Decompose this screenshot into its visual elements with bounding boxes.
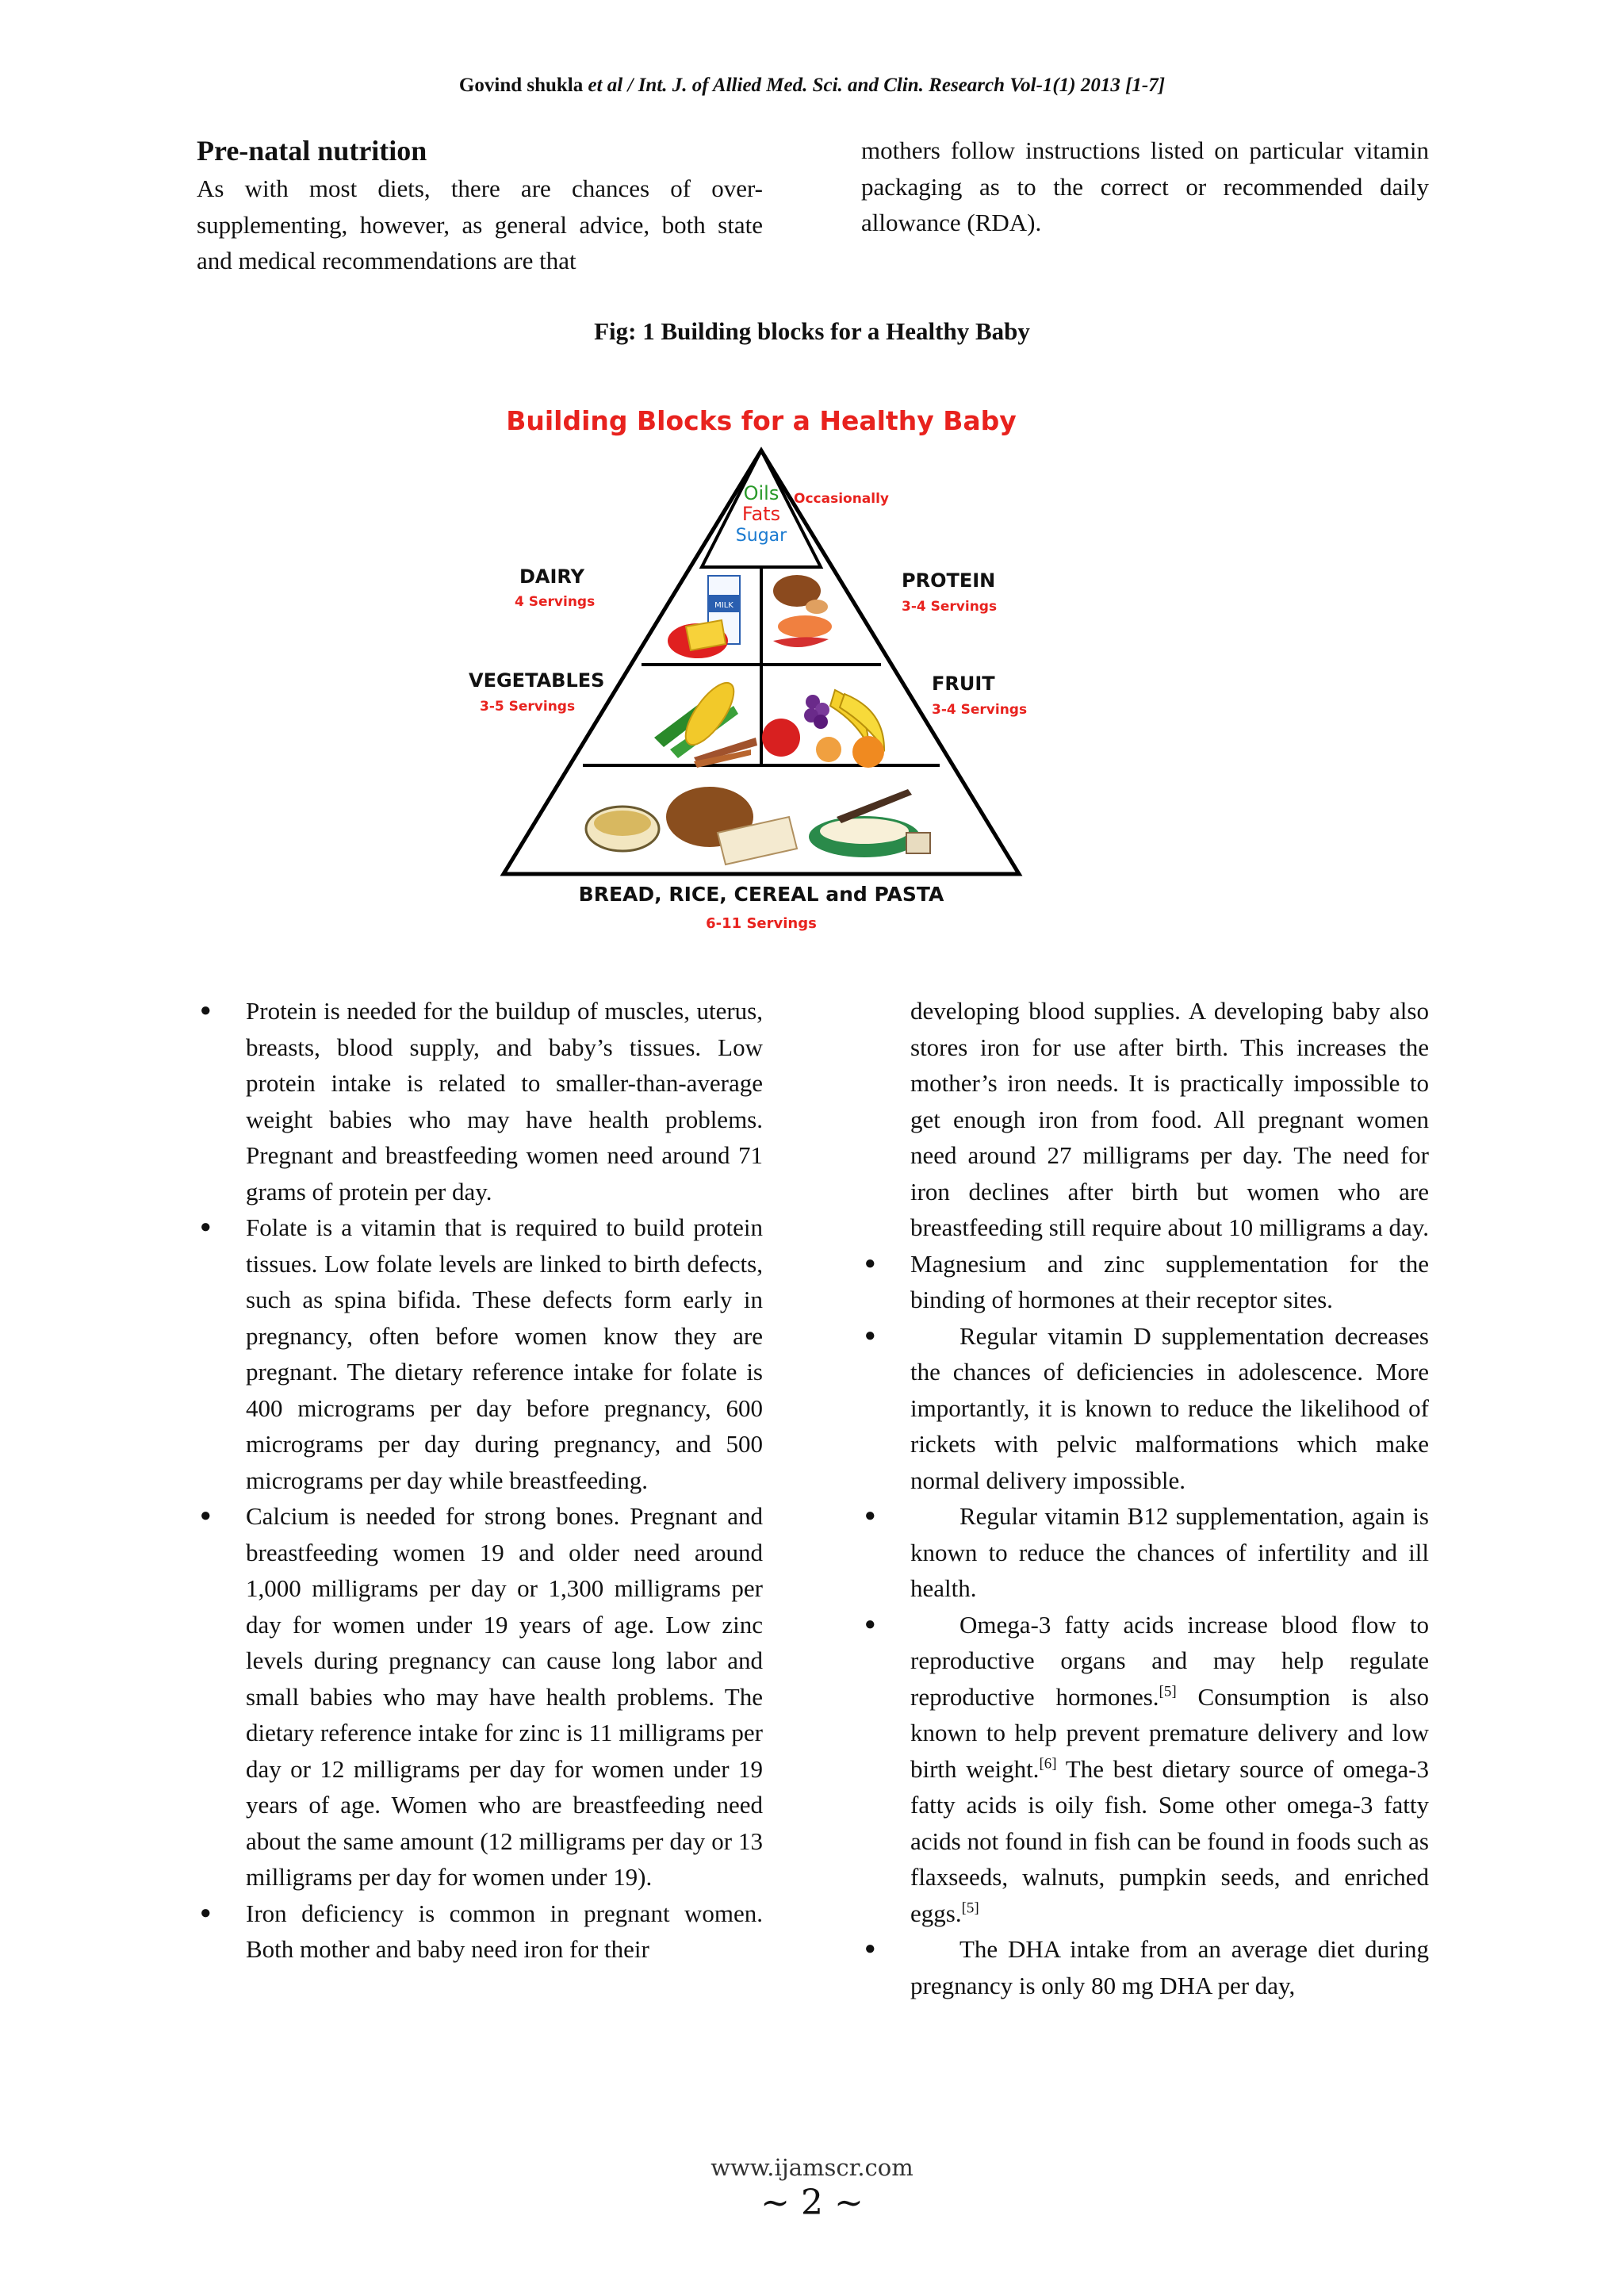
dairy-servings: 4 Servings [515, 594, 596, 610]
magnesium-text: Magnesium and zinc supplementation for the binding of hormones at their receptor sites. [910, 1249, 1429, 1313]
fruit-servings: 3-4 Servings [932, 702, 1028, 718]
list-item [861, 1318, 1429, 1499]
bread-label: BREAD, RICE, CEREAL and PASTA [578, 883, 944, 906]
milk-carton-label: MILK [714, 601, 733, 610]
page-number: ~ 2 ~ [760, 2183, 864, 2223]
list-item [197, 1209, 763, 1498]
bullet-dot: ● [200, 1505, 212, 1526]
iron-continuation: developing blood supplies. A developing baby also stores iron for use after birth. This increases the mother’s iron needs. It is practically impossible to get enough iron from food. All pregnant women need around 27 milligrams per day. The need for iron declines after birth but women who are breastfeeding still require about 10 milligrams a day. [910, 997, 1429, 1241]
omega3-text-3: The best dietary source of omega-3 fatty acids is oily fish. Some other omega-3 fatty acids not found in fish can be found in foods such as flaxseeds, walnuts, pumpkin seeds, and enriched eggs. [910, 1754, 1429, 1927]
list-item [861, 1607, 1429, 1932]
dha-text: The DHA intake from an average diet during pregnancy is only 80 mg DHA per day, [910, 1935, 1429, 1999]
header-journal: et al / Int. J. of Allied Med. Sci. and Clin. Research Vol-1(1) 2013 [1-7] [588, 75, 1166, 96]
bullet-dot: ● [864, 1252, 876, 1274]
folate-text: Folate is a vitamin that is required to build protein tissues. Low folate levels are linked to birth defects, such as spina bifida. These defects form early in pregnancy, often before women know they are pregnant. The dietary reference intake for folate is 400 micrograms per day before pregnancy, 600 micrograms per day during pregnancy, and 500 micrograms per day while breastfeeding. [246, 1213, 763, 1494]
footer-url: www.ijamscr.com [710, 2154, 914, 2181]
vegetables-label: VEGETABLES [469, 669, 605, 692]
protein-text: Protein is needed for the buildup of muscles, uterus, breasts, blood supply, and baby’s tissues. Low protein intake is related to smaller-than-average weight babies who may have health problems. Pregnant and breastfeeding women need around 71 grams of protein per day. [246, 997, 763, 1205]
sugar-label: Sugar [735, 526, 787, 546]
section-title: Pre-natal nutrition [197, 135, 427, 167]
fats-label: Fats [741, 503, 781, 525]
bullet-dot: ● [200, 1217, 212, 1237]
intro-left-column [197, 132, 763, 279]
list-item [861, 1498, 1429, 1607]
vitamin-d-text: Regular vitamin D supplementation decreases the chances of deficiencies in adolescence. More importantly, it is known to reduce the likelihood of rickets with pelvic malformations which make normal delivery impossible. [910, 1321, 1429, 1494]
running-header [0, 75, 1624, 97]
list-item [197, 1498, 763, 1895]
citation-ref: [5] [1159, 1683, 1177, 1700]
nutrient-list-right [861, 1246, 1429, 2004]
header-author: Govind shukla [458, 75, 584, 96]
intro-paragraph-right: mothers follow instructions listed on particular vitamin packaging as to the correct or recommended daily allowance (RDA). [861, 136, 1429, 236]
figure-title: Building Blocks for a Healthy Baby [506, 405, 1017, 436]
protein-label: PROTEIN [902, 569, 996, 592]
iron-text: Iron deficiency is common in pregnant women. Both mother and baby need iron for their [246, 1899, 763, 1963]
nutrient-list-left [197, 993, 763, 1968]
bullets-left-column [197, 993, 763, 1968]
bread-servings: 6-11 Servings [706, 915, 817, 932]
fruit-label: FRUIT [932, 673, 995, 695]
bullet-dot: ● [864, 1613, 876, 1635]
dairy-label: DAIRY [519, 565, 584, 588]
omega3-text-2: Consumption is also known to help prevent premature delivery and low birth weight. [910, 1682, 1429, 1783]
occasionally-label: Occasionally [794, 491, 890, 507]
omega3-text-1: Omega-3 fatty acids increase blood flow to reproductive organs and may help regulate reproductive hormones. [910, 1610, 1429, 1711]
bullet-dot: ● [200, 1000, 212, 1021]
food-pyramid-figure [456, 389, 1067, 944]
intro-right-column [861, 132, 1429, 241]
list-item [861, 1931, 1429, 2003]
citation-ref: [5] [961, 1899, 979, 1917]
bullets-right-column [861, 993, 1429, 2003]
protein-servings: 3-4 Servings [902, 599, 998, 615]
calcium-text: Calcium is needed for strong bones. Pregnant and breastfeeding women 19 and older need around 1,000 milligrams per day or 1,300 milligrams per day for women under 19 years of age. Low zinc levels during pregnancy can cause long labor and small babies who may have health problems. The dietary reference intake for zinc is 11 milligrams per day or 12 milligrams per day for women under 19 years of age. Women who are breastfeeding need about the same amount (12 milligrams per day or 13 milligrams per day for women under 19). [246, 1502, 763, 1891]
list-item [861, 1246, 1429, 1318]
list-item [197, 993, 763, 1209]
citation-ref: [6] [1039, 1755, 1057, 1773]
bullet-dot: ● [864, 1324, 876, 1346]
bullet-dot: ● [864, 1505, 876, 1526]
figure-caption: Fig: 1 Building blocks for a Healthy Baby [594, 317, 1030, 345]
list-item [197, 1895, 763, 1968]
vitamin-b12-text: Regular vitamin B12 supplementation, again is known to reduce the chances of infertility and ill health. [910, 1502, 1429, 1602]
vegetables-servings: 3-5 Servings [480, 699, 576, 715]
bullet-dot: ● [200, 1902, 212, 1923]
bullet-dot: ● [864, 1938, 876, 1959]
oils-label: Oils [743, 482, 779, 504]
intro-paragraph-left: As with most diets, there are chances of over-supplementing, however, as general advice, both state and medical recommendations are that [197, 174, 763, 274]
